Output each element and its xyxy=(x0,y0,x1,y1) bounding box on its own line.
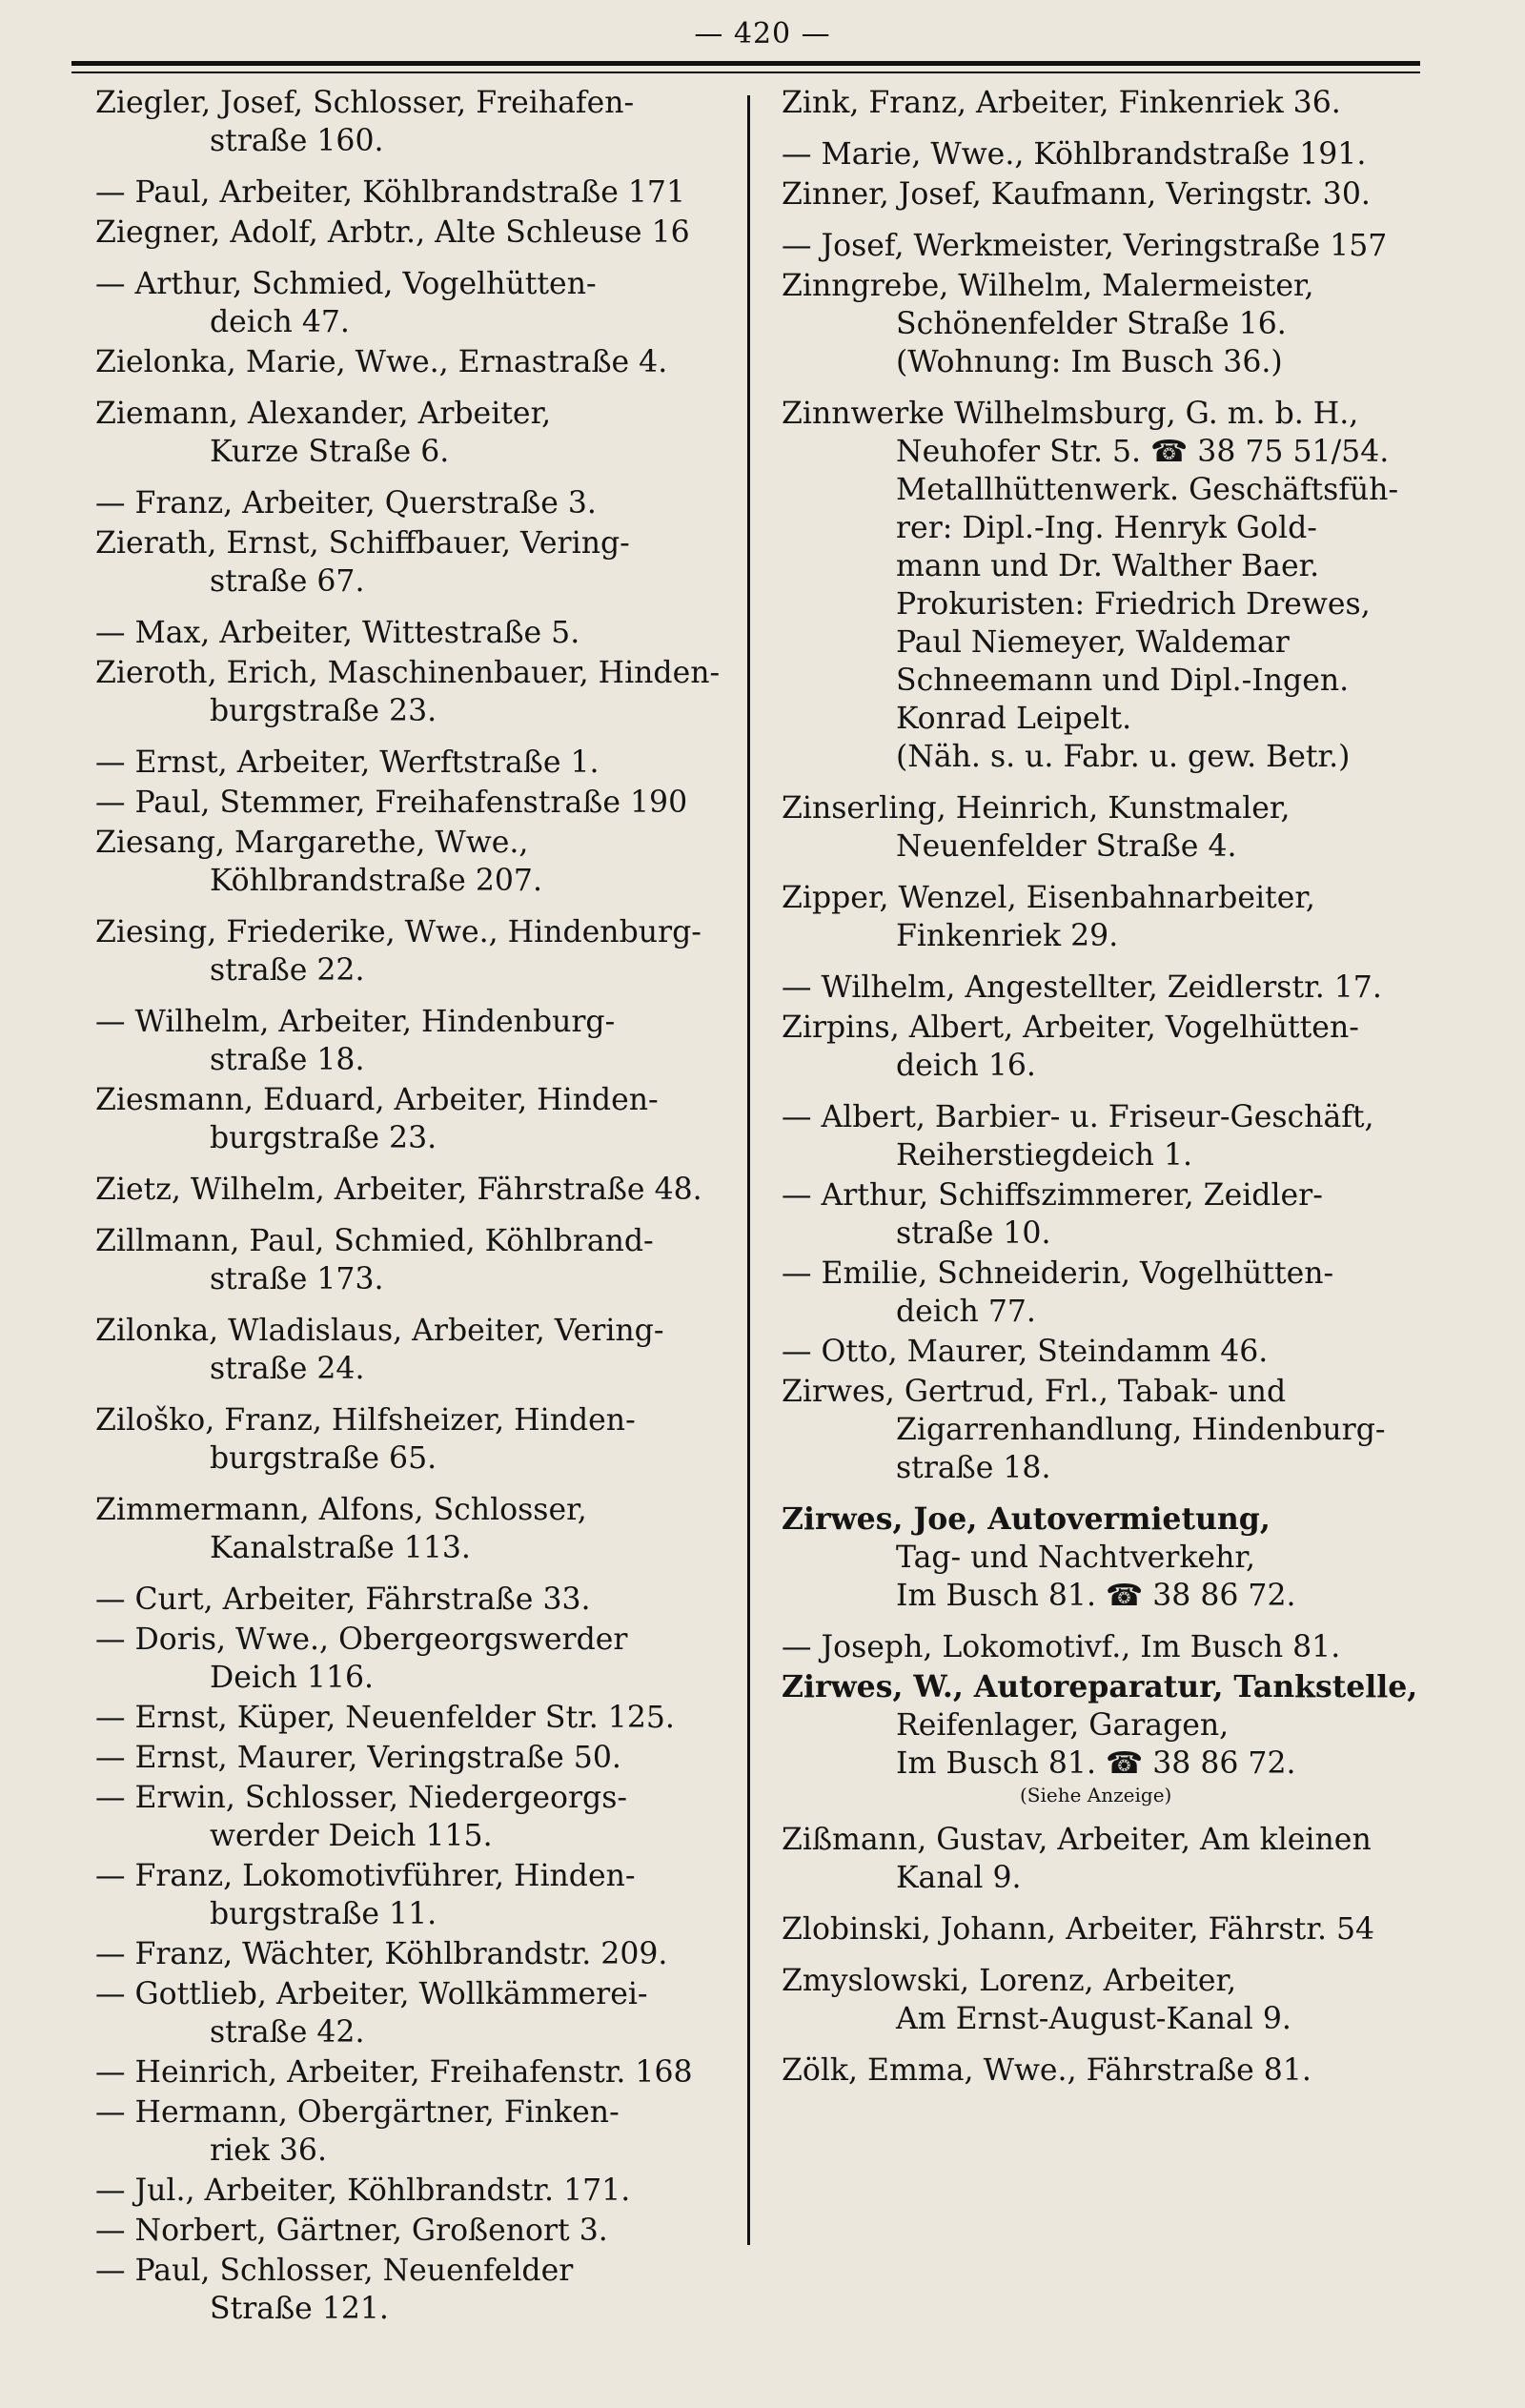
header-rule-thick xyxy=(71,61,1420,66)
entry-name-line: Zierath, Ernst, Schiffbauer, Vering- xyxy=(95,526,630,561)
directory-entry xyxy=(782,1176,1496,1253)
directory-entry xyxy=(95,784,743,822)
entry-continuation-line: Kanal 9. xyxy=(896,1861,1022,1895)
entry-continuation-line: Im Busch 81. ☎ 38 86 72. xyxy=(896,1746,1296,1781)
directory-entry xyxy=(95,2212,743,2250)
entry-continuation-line: straße 18. xyxy=(210,1043,365,1077)
entry-continuation-line: straße 173. xyxy=(210,1262,384,1296)
column-divider xyxy=(747,95,750,2245)
entry-name-line: — Max, Arbeiter, Wittestraße 5. xyxy=(95,616,580,650)
entry-name-line: — Wilhelm, Angestellter, Zeidlerstr. 17. xyxy=(782,970,1382,1005)
directory-entry xyxy=(782,879,1496,955)
directory-entry xyxy=(95,265,743,341)
entry-name-line: Zinner, Josef, Kaufmann, Veringstr. 30. xyxy=(782,177,1371,212)
entry-name-line: — Franz, Lokomotivführer, Hinden- xyxy=(95,1859,636,1893)
entry-continuation-line: straße 42. xyxy=(210,2015,365,2050)
entry-name-line: Zißmann, Gustav, Arbeiter, Am kleinen xyxy=(782,1823,1372,1857)
directory-entry xyxy=(95,1621,743,1697)
entry-continuation-line: straße 22. xyxy=(210,953,365,988)
directory-entry xyxy=(95,524,743,601)
entry-continuation-line: Neuenfelder Straße 4. xyxy=(896,829,1237,864)
entry-continuation-line: Kanalstraße 113. xyxy=(210,1531,471,1565)
directory-entry xyxy=(95,913,743,990)
entry-continuation-line: straße 160. xyxy=(210,124,384,158)
directory-entry xyxy=(782,1910,1496,1949)
entry-name-line: Ziloško, Franz, Hilfsheizer, Hinden- xyxy=(95,1403,636,1438)
entry-name-line: — Norbert, Gärtner, Großenort 3. xyxy=(95,2214,608,2248)
entry-continuation-line: Kurze Straße 6. xyxy=(210,435,450,469)
entry-name-line: — Marie, Wwe., Köhlbrandstraße 191. xyxy=(782,137,1367,172)
entry-name-line: Ziegner, Adolf, Arbtr., Alte Schleuse 16 xyxy=(95,215,690,250)
entry-name-line: — Franz, Wächter, Köhlbrandstr. 209. xyxy=(95,1937,668,1971)
entry-continuation-line: Konrad Leipelt. xyxy=(896,702,1132,736)
entry-continuation-line: Im Busch 81. ☎ 38 86 72. xyxy=(896,1579,1296,1613)
directory-entry xyxy=(782,1333,1496,1371)
entry-continuation-line: Tag- und Nachtverkehr, xyxy=(896,1541,1255,1575)
entry-name-line: Zielonka, Marie, Wwe., Ernastraße 4. xyxy=(95,345,668,379)
directory-entry xyxy=(95,173,743,212)
directory-entry xyxy=(782,395,1496,776)
entry-name-line: Zirwes, Gertrud, Frl., Tabak- und xyxy=(782,1375,1287,1409)
directory-entry xyxy=(782,1009,1496,1085)
directory-entry xyxy=(95,1739,743,1777)
directory-entry xyxy=(95,1003,743,1079)
entry-name-line: — Ernst, Küper, Neuenfelder Str. 125. xyxy=(95,1701,675,1735)
entry-continuation-line: Schneemann und Dipl.-Ingen. xyxy=(896,663,1350,698)
directory-entry xyxy=(95,1401,743,1478)
directory-entry xyxy=(782,1373,1496,1487)
directory-entry xyxy=(782,267,1496,381)
entry-name-line: Zmyslowski, Lorenz, Arbeiter, xyxy=(782,1964,1237,1998)
entry-name-line: Ziesmann, Eduard, Arbeiter, Hinden- xyxy=(95,1083,659,1117)
entry-continuation-line: deich 47. xyxy=(210,305,350,339)
directory-entry xyxy=(95,654,743,730)
entry-continuation-line: werder Deich 115. xyxy=(210,1819,493,1853)
directory-entry xyxy=(782,1821,1496,1897)
directory-entry xyxy=(95,1222,743,1298)
entry-name-line: — Joseph, Lokomotivf., Im Busch 81. xyxy=(782,1630,1341,1664)
entry-continuation-line: straße 10. xyxy=(896,1216,1051,1251)
entry-name-line: Zinserling, Heinrich, Kunstmaler, xyxy=(782,791,1291,826)
directory-entry xyxy=(782,1668,1496,1807)
entry-name-line: — Paul, Arbeiter, Köhlbrandstraße 171 xyxy=(95,175,686,210)
entry-name-line: Zilonka, Wladislaus, Arbeiter, Vering- xyxy=(95,1314,664,1348)
directory-entry xyxy=(95,214,743,252)
entry-continuation-line: (Wohnung: Im Busch 36.) xyxy=(896,345,1283,379)
directory-entry xyxy=(95,84,743,160)
entry-continuation-line: Finkenriek 29. xyxy=(896,919,1119,953)
entry-continuation-line: straße 24. xyxy=(210,1352,365,1386)
entry-continuation-line: Prokuristen: Friedrich Drewes, xyxy=(896,587,1371,622)
directory-entry xyxy=(782,1628,1496,1666)
entry-name-line: — Erwin, Schlosser, Niedergeorgs- xyxy=(95,1781,628,1815)
entry-continuation-line: straße 67. xyxy=(210,564,365,599)
right-column xyxy=(782,84,1496,2103)
directory-entry xyxy=(95,1081,743,1157)
entry-continuation-line: deich 16. xyxy=(896,1049,1036,1083)
entry-name-line: — Heinrich, Arbeiter, Freihafenstr. 168 xyxy=(95,2055,693,2090)
directory-entry xyxy=(782,1098,1496,1174)
entry-continuation-line: rer: Dipl.-Ing. Henryk Gold- xyxy=(896,511,1317,545)
directory-entry xyxy=(95,2093,743,2170)
entry-name-line: Ziesang, Margarethe, Wwe., xyxy=(95,826,529,860)
entry-continuation-line: burgstraße 23. xyxy=(210,694,437,728)
header-rule-thin xyxy=(71,71,1420,73)
entry-name-line: — Jul., Arbeiter, Köhlbrandstr. 171. xyxy=(95,2173,631,2208)
entry-continuation-line: riek 36. xyxy=(210,2133,327,2168)
entry-continuation-line: Paul Niemeyer, Waldemar xyxy=(896,625,1290,660)
entry-continuation-line: Schönenfelder Straße 16. xyxy=(896,307,1287,341)
directory-entry xyxy=(95,1857,743,1933)
entry-continuation-line: burgstraße 11. xyxy=(210,1897,437,1931)
directory-entry xyxy=(95,395,743,471)
directory-entry xyxy=(782,227,1496,265)
page-number: — 420 — xyxy=(694,17,831,51)
entry-name-line: — Gottlieb, Arbeiter, Wollkämmerei- xyxy=(95,1977,648,2011)
directory-entry xyxy=(95,614,743,652)
entry-name-line: — Curt, Arbeiter, Fährstraße 33. xyxy=(95,1582,591,1617)
entry-name-line: — Wilhelm, Arbeiter, Hindenburg- xyxy=(95,1005,616,1039)
directory-entry xyxy=(782,2051,1496,2090)
entry-continuation-line: Zigarrenhandlung, Hindenburg- xyxy=(896,1413,1386,1447)
entry-name-line: — Otto, Maurer, Steindamm 46. xyxy=(782,1335,1269,1369)
directory-entry xyxy=(95,1975,743,2051)
directory-entry xyxy=(95,1171,743,1209)
entry-continuation-line: mann und Dr. Walther Baer. xyxy=(896,549,1320,583)
entry-continuation-line: burgstraße 23. xyxy=(210,1121,437,1155)
left-column xyxy=(95,84,743,2330)
entry-name-line: Zinngrebe, Wilhelm, Malermeister, xyxy=(782,269,1314,303)
entry-note: (Siehe Anzeige) xyxy=(1020,1784,1172,1806)
entry-name-line: — Hermann, Obergärtner, Finken- xyxy=(95,2095,620,2130)
entry-name-line: — Josef, Werkmeister, Veringstraße 157 xyxy=(782,229,1388,263)
directory-entry xyxy=(782,969,1496,1007)
entry-name-line: Zirpins, Albert, Arbeiter, Vogelhütten- xyxy=(782,1010,1359,1045)
entry-name-line: — Arthur, Schmied, Vogelhütten- xyxy=(95,267,597,301)
entry-name-line: Zlobinski, Johann, Arbeiter, Fährstr. 54 xyxy=(782,1912,1375,1947)
directory-entry xyxy=(782,1255,1496,1331)
entry-name-line: Zillmann, Paul, Schmied, Köhlbrand- xyxy=(95,1224,654,1258)
directory-entry xyxy=(782,135,1496,173)
directory-entry xyxy=(782,1500,1496,1615)
directory-entry xyxy=(782,1962,1496,2038)
entry-name-line: — Doris, Wwe., Obergeorgswerder xyxy=(95,1622,628,1657)
entry-continuation-line: Reiherstiegdeich 1. xyxy=(896,1138,1193,1173)
directory-entry xyxy=(782,175,1496,214)
entry-name-line: Zietz, Wilhelm, Arbeiter, Fährstraße 48. xyxy=(95,1173,702,1207)
entry-name-line: Ziemann, Alexander, Arbeiter, xyxy=(95,397,552,431)
directory-entry xyxy=(95,824,743,900)
entry-name-line: — Albert, Barbier- u. Friseur-Geschäft, xyxy=(782,1100,1374,1134)
directory-entry xyxy=(95,1935,743,1973)
directory-entry xyxy=(95,1312,743,1388)
entry-continuation-line: Metallhüttenwerk. Geschäftsfüh- xyxy=(896,473,1399,507)
directory-entry xyxy=(95,2172,743,2210)
directory-entry xyxy=(95,2053,743,2092)
entry-name-line: — Paul, Stemmer, Freihafenstraße 190 xyxy=(95,786,688,820)
entry-continuation-line: Deich 116. xyxy=(210,1661,375,1695)
entry-name-line: Zölk, Emma, Wwe., Fährstraße 81. xyxy=(782,2053,1312,2088)
entry-continuation-line: straße 18. xyxy=(896,1451,1051,1485)
directory-entry xyxy=(95,1699,743,1737)
entry-name-line: Zieroth, Erich, Maschinenbauer, Hinden- xyxy=(95,656,721,690)
entry-name-line: — Paul, Schlosser, Neuenfelder xyxy=(95,2254,574,2288)
entry-continuation-line: Reifenlager, Garagen, xyxy=(896,1708,1230,1743)
entry-continuation-line: Köhlbrandstraße 207. xyxy=(210,864,542,898)
directory-entry xyxy=(782,84,1496,122)
directory-entry xyxy=(95,1581,743,1619)
directory-entry xyxy=(95,2252,743,2328)
entry-name-line: — Ernst, Arbeiter, Werftstraße 1. xyxy=(95,745,600,780)
entry-name-line: Zink, Franz, Arbeiter, Finkenriek 36. xyxy=(782,86,1341,120)
entry-name-line: — Franz, Arbeiter, Querstraße 3. xyxy=(95,486,597,520)
entry-name-line: Zimmermann, Alfons, Schlosser, xyxy=(95,1493,587,1527)
directory-entry xyxy=(95,744,743,782)
entry-name-line: Ziesing, Friederike, Wwe., Hindenburg- xyxy=(95,915,702,949)
entry-name-line: Zinnwerke Wilhelmsburg, G. m. b. H., xyxy=(782,397,1359,431)
entry-name-line: Zirwes, W., Autoreparatur, Tankstelle, xyxy=(782,1669,1418,1704)
entry-continuation-line: Straße 121. xyxy=(210,2292,389,2326)
entry-continuation-line: Am Ernst-August-Kanal 9. xyxy=(896,2002,1291,2036)
entry-continuation-line: Neuhofer Str. 5. ☎ 38 75 51/54. xyxy=(896,435,1390,469)
entry-name-line: — Arthur, Schiffszimmerer, Zeidler- xyxy=(782,1178,1323,1213)
directory-entry xyxy=(95,1491,743,1567)
entry-name-line: Zipper, Wenzel, Eisenbahnarbeiter, xyxy=(782,881,1315,915)
directory-entry xyxy=(95,343,743,381)
entry-continuation-line: deich 77. xyxy=(896,1295,1036,1329)
entry-continuation-line: burgstraße 65. xyxy=(210,1441,437,1476)
entry-name-line: Ziegler, Josef, Schlosser, Freihafen- xyxy=(95,86,635,120)
entry-name-line: Zirwes, Joe, Autovermietung, xyxy=(782,1501,1271,1537)
directory-entry xyxy=(95,1779,743,1855)
entry-continuation-line: (Näh. s. u. Fabr. u. gew. Betr.) xyxy=(896,740,1351,774)
directory-entry xyxy=(782,789,1496,866)
entry-name-line: — Ernst, Maurer, Veringstraße 50. xyxy=(95,1741,621,1775)
directory-entry xyxy=(95,484,743,522)
entry-name-line: — Emilie, Schneiderin, Vogelhütten- xyxy=(782,1256,1334,1291)
